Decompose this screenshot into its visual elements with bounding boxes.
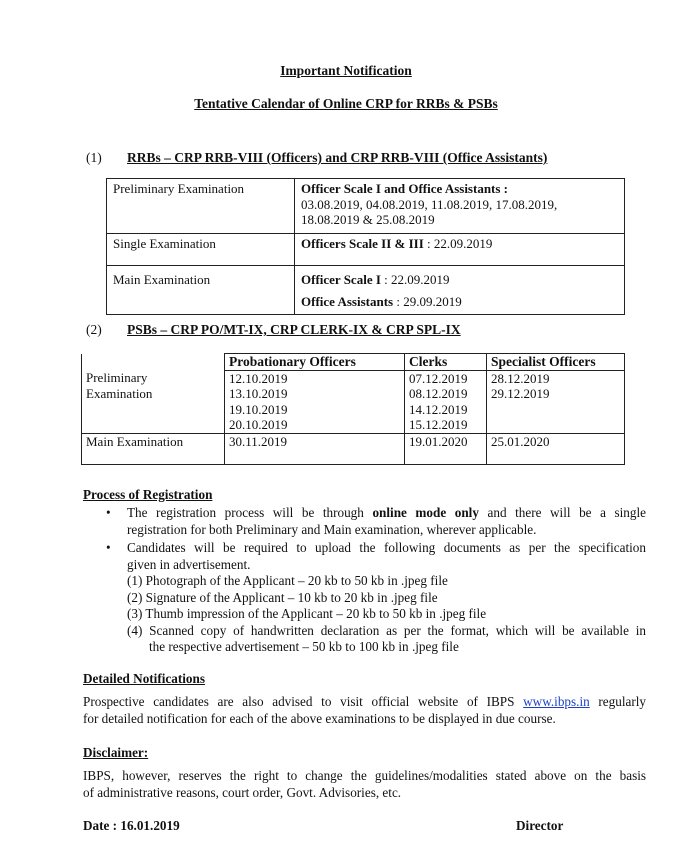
prelim-heading: Officer Scale I and Office Assistants :	[301, 181, 509, 196]
document-item: (2) Signature of the Applicant – 10 kb to 20 kb in .jpeg file	[127, 589, 438, 605]
table-row	[107, 266, 625, 315]
ibps-website-link[interactable]: www.ibps.in	[523, 694, 590, 709]
section1-number: (1)	[86, 150, 102, 165]
disclaimer-line1: IBPS, however, reserves the right to change the guidelines/modalities stated above on the basis	[83, 768, 646, 783]
detailed-line2: for detailed notification for each of the above examinations to be displayed in due course.	[83, 710, 556, 726]
single-exam-heading: Officers Scale II & III	[301, 236, 424, 251]
detailed-paragraph	[83, 694, 646, 727]
table-row	[107, 179, 625, 234]
detailed-text-end: regularly	[589, 694, 646, 709]
document-item: (4) Scanned copy of handwritten declaration as per the format, which will be available in	[127, 622, 646, 638]
disclaimer-heading: Disclaimer:	[83, 745, 149, 760]
prelim-dates-line1: 03.08.2019, 04.08.2019, 11.08.2019, 17.08.2019,	[301, 196, 558, 212]
notice-date: Date : 16.01.2019	[83, 818, 180, 833]
signatory: Director	[516, 818, 564, 833]
prelim-label-line: Preliminary	[86, 370, 148, 385]
date-cell: 28.12.2019	[491, 370, 550, 386]
document-item: (1) Photograph of the Applicant – 20 kb to 50 kb in .jpeg file	[127, 573, 448, 588]
single-exam-date: : 22.09.2019	[423, 236, 493, 251]
document-item: (3) Thumb impression of the Applicant – 20 kb to 50 kb in .jpeg file	[127, 606, 487, 621]
clerk-prelim-dates	[405, 370, 487, 433]
row-label: Main Examination	[107, 266, 295, 315]
date-cell: 25.01.2020	[487, 433, 625, 464]
disclaimer-paragraph	[83, 768, 646, 801]
date-cell: 19.10.2019	[229, 401, 288, 417]
main-entry-label: Office Assistants	[301, 293, 394, 309]
row-value	[295, 179, 625, 234]
row-label: Preliminary Examination	[107, 179, 295, 234]
header-cell: Specialist Officers	[487, 354, 625, 371]
psb-calendar-table	[81, 353, 625, 465]
prelim-dates-line2: 18.08.2019 & 25.08.2019	[301, 212, 435, 227]
section2-number: (2)	[86, 322, 102, 337]
header-cell: Clerks	[405, 354, 487, 371]
date-cell: 20.10.2019	[229, 417, 288, 432]
date-cell: 30.11.2019	[225, 433, 405, 464]
date-cell: 15.12.2019	[409, 417, 468, 432]
notification-title: Important Notification	[280, 63, 412, 78]
bullet-icon: •	[106, 540, 111, 555]
row-value	[295, 266, 625, 315]
bullet1-text-end: and there will be a single	[478, 505, 646, 520]
main-exam-label: Main Examination	[82, 433, 225, 464]
po-prelim-dates	[225, 370, 405, 433]
registration-bullet-1	[127, 505, 646, 538]
bullet2-line1: Candidates will be required to upload the following documents as per the specification	[127, 540, 646, 555]
detailed-text: Prospective candidates are also advised to visit official website of IBPS	[83, 694, 524, 709]
prelim-label	[82, 370, 225, 433]
main-entry	[301, 294, 618, 310]
table-header-row	[82, 354, 625, 371]
header-cell: Probationary Officers	[225, 354, 405, 371]
bullet-icon: •	[106, 505, 111, 520]
prelim-label-line: Examination	[86, 385, 153, 401]
document-item-continued: the respective advertisement – 50 kb to 100 kb in .jpeg file	[149, 639, 459, 654]
row-label: Single Examination	[107, 234, 295, 266]
row-value	[295, 234, 625, 266]
registration-bullet-2	[127, 540, 646, 656]
date-cell: 08.12.2019	[409, 386, 468, 401]
disclaimer-line2: of administrative reasons, court order, Govt. Advisories, etc.	[83, 784, 402, 800]
bullet1-line2: registration for both Preliminary and Main examination, wherever applicable.	[127, 521, 537, 537]
main-entry-date: : 22.09.2019	[380, 272, 450, 287]
table-row	[82, 370, 625, 433]
date-cell: 29.12.2019	[491, 386, 550, 401]
header-cell	[82, 354, 225, 371]
notification-subtitle: Tentative Calendar of Online CRP for RRBs & PSBs	[194, 96, 498, 111]
section2-heading: PSBs – CRP PO/MT-IX, CRP CLERK-IX & CRP SPL-IX	[127, 322, 461, 337]
date-cell: 19.01.2020	[405, 433, 487, 464]
rrb-calendar-table	[106, 178, 625, 315]
bullet1-emphasis: online mode only	[372, 505, 479, 520]
main-entry	[301, 272, 618, 288]
bullet1-text: The registration process will be through	[127, 505, 373, 520]
bullet1-line1	[127, 505, 646, 522]
registration-heading: Process of Registration	[83, 487, 213, 502]
main-entry-label: Officer Scale I	[301, 272, 381, 287]
detailed-heading: Detailed Notifications	[83, 671, 205, 686]
date-cell: 13.10.2019	[229, 386, 288, 401]
main-entry-date: : 29.09.2019	[393, 293, 462, 309]
section1-heading: RRBs – CRP RRB-VIII (Officers) and CRP RRB-VIII (Office Assistants)	[127, 150, 548, 165]
table-row	[107, 234, 625, 266]
detailed-line1	[83, 694, 646, 711]
table-row	[82, 433, 625, 464]
date-cell: 07.12.2019	[409, 370, 468, 386]
bullet2-line2: given in advertisement.	[127, 556, 251, 572]
date-cell: 12.10.2019	[229, 370, 288, 386]
date-cell: 14.12.2019	[409, 401, 468, 417]
spl-prelim-dates	[487, 370, 625, 433]
